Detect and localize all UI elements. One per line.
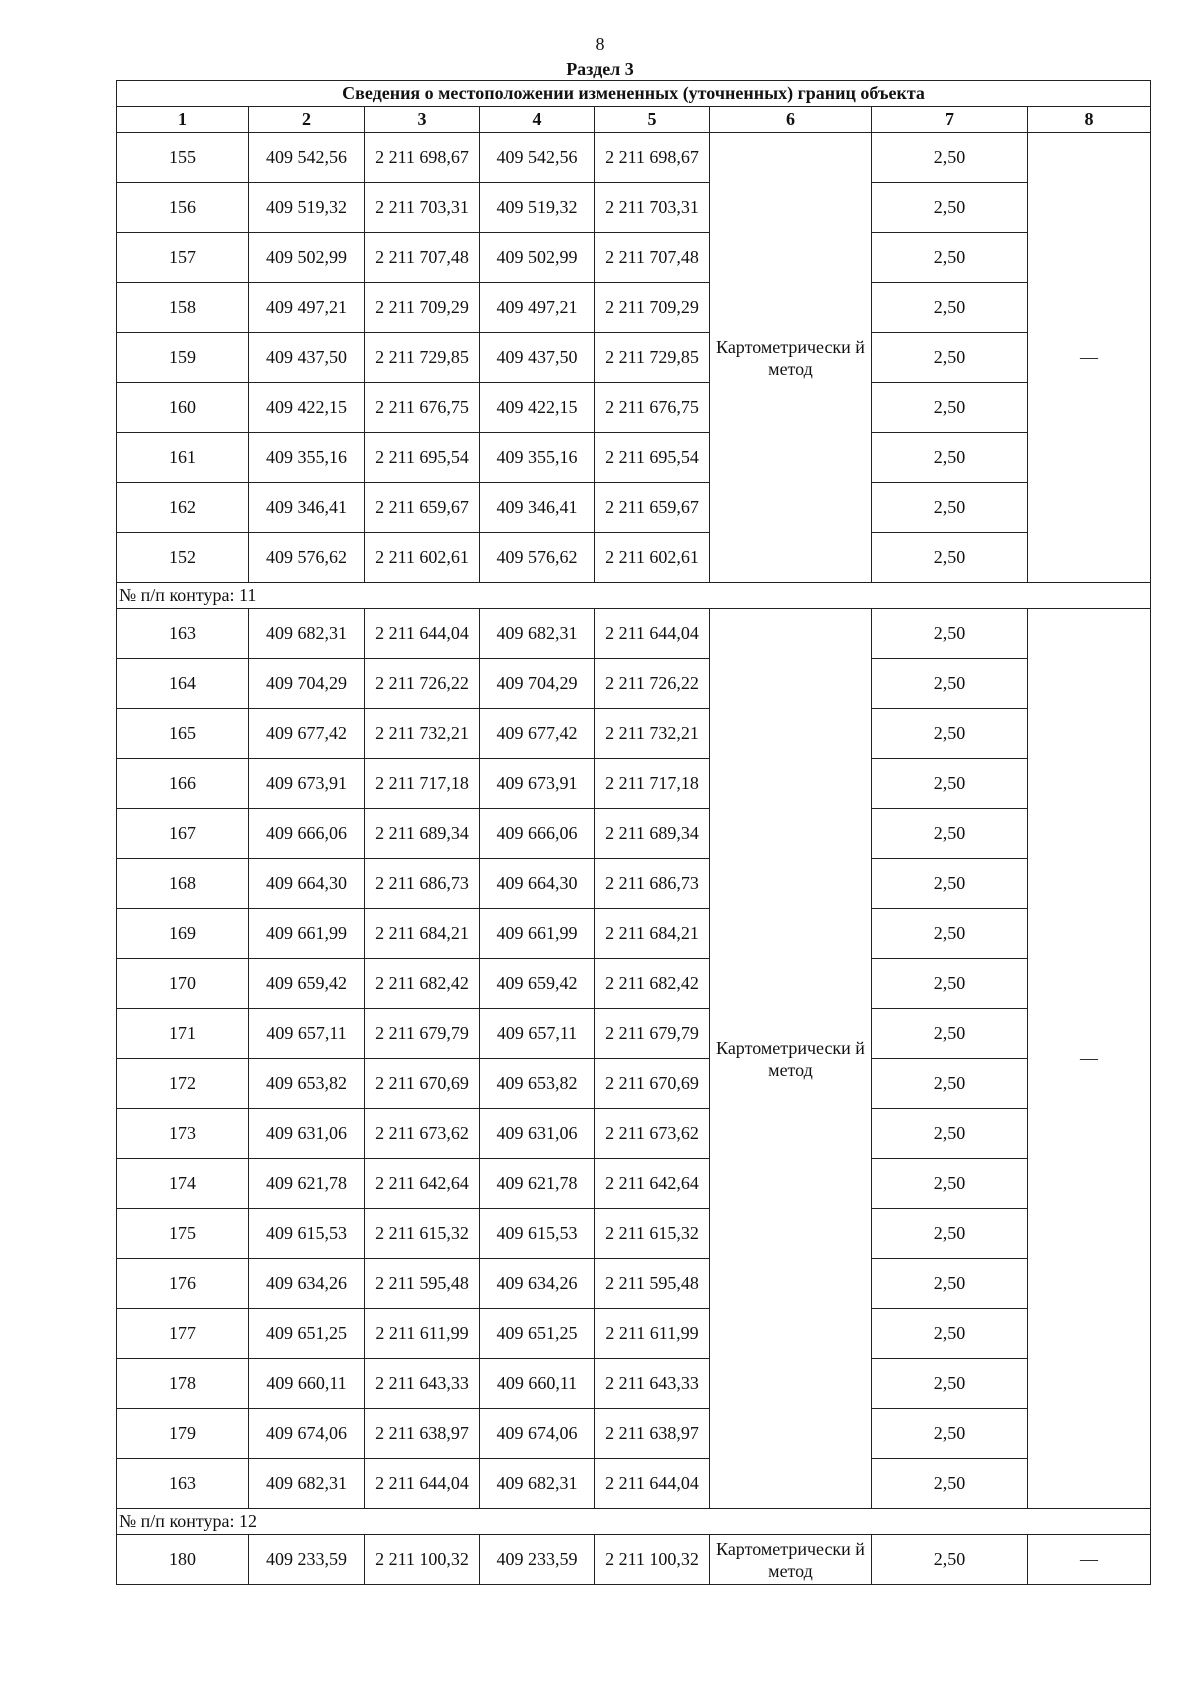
- coord-y-new-cell: 2 211 695,54: [595, 433, 710, 483]
- coord-y-old-cell: 2 211 732,21: [365, 709, 480, 759]
- accuracy-cell: 2,50: [872, 659, 1028, 709]
- table-row: [117, 1409, 1151, 1459]
- coord-x-old-cell: 409 682,31: [249, 609, 365, 659]
- point-number-cell: 165: [117, 709, 249, 759]
- point-number-cell: 161: [117, 433, 249, 483]
- coord-x-old-cell: 409 657,11: [249, 1009, 365, 1059]
- coord-x-new-cell: 409 704,29: [480, 659, 595, 709]
- table-row: [117, 183, 1151, 233]
- coord-y-old-cell: 2 211 638,97: [365, 1409, 480, 1459]
- point-number-cell: 180: [117, 1535, 249, 1585]
- table-row: [117, 233, 1151, 283]
- coord-y-new-cell: 2 211 638,97: [595, 1409, 710, 1459]
- coord-y-new-cell: 2 211 644,04: [595, 609, 710, 659]
- coord-x-old-cell: 409 422,15: [249, 383, 365, 433]
- table-row: [117, 483, 1151, 533]
- coord-y-new-cell: 2 211 682,42: [595, 959, 710, 1009]
- coord-x-new-cell: 409 497,21: [480, 283, 595, 333]
- coord-y-new-cell: 2 211 698,67: [595, 133, 710, 183]
- coord-y-new-cell: 2 211 684,21: [595, 909, 710, 959]
- accuracy-cell: 2,50: [872, 1109, 1028, 1159]
- accuracy-cell: 2,50: [872, 1059, 1028, 1109]
- coord-x-old-cell: 409 660,11: [249, 1359, 365, 1409]
- coord-x-old-cell: 409 502,99: [249, 233, 365, 283]
- table-row: [117, 283, 1151, 333]
- point-number-cell: 168: [117, 859, 249, 909]
- table-row: [117, 809, 1151, 859]
- accuracy-cell: 2,50: [872, 709, 1028, 759]
- coord-x-new-cell: 409 673,91: [480, 759, 595, 809]
- table-row: [117, 759, 1151, 809]
- contour-label: № п/п контура: 12: [117, 1509, 1151, 1535]
- coord-x-new-cell: 409 502,99: [480, 233, 595, 283]
- accuracy-cell: 2,50: [872, 1159, 1028, 1209]
- coord-x-old-cell: 409 621,78: [249, 1159, 365, 1209]
- coord-y-new-cell: 2 211 729,85: [595, 333, 710, 383]
- coord-y-old-cell: 2 211 644,04: [365, 1459, 480, 1509]
- column-number-row: [117, 107, 1151, 133]
- coord-x-new-cell: 409 615,53: [480, 1209, 595, 1259]
- coord-y-old-cell: 2 211 595,48: [365, 1259, 480, 1309]
- column-number: 7: [872, 107, 1028, 133]
- table-row: [117, 1359, 1151, 1409]
- coord-y-old-cell: 2 211 673,62: [365, 1109, 480, 1159]
- coord-x-old-cell: 409 651,25: [249, 1309, 365, 1359]
- point-number-cell: 166: [117, 759, 249, 809]
- coord-y-old-cell: 2 211 670,69: [365, 1059, 480, 1109]
- coord-y-old-cell: 2 211 644,04: [365, 609, 480, 659]
- coord-x-new-cell: 409 682,31: [480, 1459, 595, 1509]
- table-row: [117, 133, 1151, 183]
- table-row: [117, 1535, 1151, 1585]
- accuracy-cell: 2,50: [872, 1259, 1028, 1309]
- coord-x-new-cell: 409 542,56: [480, 133, 595, 183]
- coord-x-new-cell: 409 659,42: [480, 959, 595, 1009]
- point-number-cell: 156: [117, 183, 249, 233]
- accuracy-cell: 2,50: [872, 959, 1028, 1009]
- point-number-cell: 170: [117, 959, 249, 1009]
- table-caption: Сведения о местоположении измененных (уточненных) границ объекта: [117, 81, 1151, 107]
- coord-y-old-cell: 2 211 689,34: [365, 809, 480, 859]
- coord-y-new-cell: 2 211 732,21: [595, 709, 710, 759]
- contour-header-row: [117, 1509, 1151, 1535]
- accuracy-cell: 2,50: [872, 859, 1028, 909]
- table-row: [117, 909, 1151, 959]
- coord-y-new-cell: 2 211 707,48: [595, 233, 710, 283]
- coord-y-new-cell: 2 211 689,34: [595, 809, 710, 859]
- coord-x-old-cell: 409 355,16: [249, 433, 365, 483]
- table-row: [117, 1459, 1151, 1509]
- note-cell: —: [1028, 1535, 1151, 1585]
- coord-x-new-cell: 409 233,59: [480, 1535, 595, 1585]
- coord-x-new-cell: 409 653,82: [480, 1059, 595, 1109]
- point-number-cell: 152: [117, 533, 249, 583]
- point-number-cell: 173: [117, 1109, 249, 1159]
- coord-x-new-cell: 409 674,06: [480, 1409, 595, 1459]
- coord-x-new-cell: 409 634,26: [480, 1259, 595, 1309]
- coord-y-new-cell: 2 211 709,29: [595, 283, 710, 333]
- accuracy-cell: 2,50: [872, 1309, 1028, 1359]
- coord-x-old-cell: 409 437,50: [249, 333, 365, 383]
- coord-y-new-cell: 2 211 703,31: [595, 183, 710, 233]
- table-row: [117, 1109, 1151, 1159]
- table-row: [117, 859, 1151, 909]
- column-number: 8: [1028, 107, 1151, 133]
- point-number-cell: 158: [117, 283, 249, 333]
- coord-y-old-cell: 2 211 682,42: [365, 959, 480, 1009]
- accuracy-cell: 2,50: [872, 609, 1028, 659]
- coord-y-old-cell: 2 211 707,48: [365, 233, 480, 283]
- coord-y-new-cell: 2 211 659,67: [595, 483, 710, 533]
- coord-x-new-cell: 409 519,32: [480, 183, 595, 233]
- point-number-cell: 169: [117, 909, 249, 959]
- coord-x-new-cell: 409 651,25: [480, 1309, 595, 1359]
- coord-y-old-cell: 2 211 717,18: [365, 759, 480, 809]
- accuracy-cell: 2,50: [872, 133, 1028, 183]
- accuracy-cell: 2,50: [872, 383, 1028, 433]
- coord-y-new-cell: 2 211 615,32: [595, 1209, 710, 1259]
- coord-x-old-cell: 409 666,06: [249, 809, 365, 859]
- coord-x-old-cell: 409 634,26: [249, 1259, 365, 1309]
- point-number-cell: 157: [117, 233, 249, 283]
- table-row: [117, 383, 1151, 433]
- accuracy-cell: 2,50: [872, 483, 1028, 533]
- coord-x-new-cell: 409 355,16: [480, 433, 595, 483]
- coord-x-new-cell: 409 664,30: [480, 859, 595, 909]
- coord-y-old-cell: 2 211 729,85: [365, 333, 480, 383]
- table-row: [117, 533, 1151, 583]
- coord-x-old-cell: 409 661,99: [249, 909, 365, 959]
- accuracy-cell: 2,50: [872, 1409, 1028, 1459]
- coord-x-new-cell: 409 576,62: [480, 533, 595, 583]
- coord-x-new-cell: 409 660,11: [480, 1359, 595, 1409]
- column-number: 2: [249, 107, 365, 133]
- coord-y-old-cell: 2 211 676,75: [365, 383, 480, 433]
- column-number: 4: [480, 107, 595, 133]
- coord-x-old-cell: 409 677,42: [249, 709, 365, 759]
- accuracy-cell: 2,50: [872, 283, 1028, 333]
- coord-y-new-cell: 2 211 602,61: [595, 533, 710, 583]
- accuracy-cell: 2,50: [872, 333, 1028, 383]
- accuracy-cell: 2,50: [872, 909, 1028, 959]
- table-row: [117, 1259, 1151, 1309]
- coord-x-new-cell: 409 631,06: [480, 1109, 595, 1159]
- column-number: 3: [365, 107, 480, 133]
- point-number-cell: 172: [117, 1059, 249, 1109]
- table-row: [117, 1309, 1151, 1359]
- coord-y-old-cell: 2 211 709,29: [365, 283, 480, 333]
- contour-label: № п/п контура: 11: [117, 583, 1151, 609]
- accuracy-cell: 2,50: [872, 759, 1028, 809]
- accuracy-cell: 2,50: [872, 183, 1028, 233]
- table-row: [117, 609, 1151, 659]
- table-row: [117, 1059, 1151, 1109]
- table-row: [117, 1009, 1151, 1059]
- coord-x-old-cell: 409 682,31: [249, 1459, 365, 1509]
- point-number-cell: 178: [117, 1359, 249, 1409]
- point-number-cell: 162: [117, 483, 249, 533]
- point-number-cell: 163: [117, 609, 249, 659]
- coord-y-old-cell: 2 211 679,79: [365, 1009, 480, 1059]
- table-row: [117, 1159, 1151, 1209]
- table-body: [117, 81, 1151, 1585]
- point-number-cell: 163: [117, 1459, 249, 1509]
- accuracy-cell: 2,50: [872, 1359, 1028, 1409]
- column-number: 1: [117, 107, 249, 133]
- contour-header-row: [117, 583, 1151, 609]
- coord-y-new-cell: 2 211 673,62: [595, 1109, 710, 1159]
- coord-y-old-cell: 2 211 684,21: [365, 909, 480, 959]
- coord-y-old-cell: 2 211 643,33: [365, 1359, 480, 1409]
- coord-y-old-cell: 2 211 698,67: [365, 133, 480, 183]
- column-number: 6: [710, 107, 872, 133]
- method-cell: Картометрически й метод: [710, 609, 872, 1509]
- table-caption-row: [117, 81, 1151, 107]
- coord-y-new-cell: 2 211 717,18: [595, 759, 710, 809]
- coord-y-new-cell: 2 211 676,75: [595, 383, 710, 433]
- coord-x-old-cell: 409 233,59: [249, 1535, 365, 1585]
- coord-x-old-cell: 409 542,56: [249, 133, 365, 183]
- note-cell: —: [1028, 609, 1151, 1509]
- coord-y-new-cell: 2 211 679,79: [595, 1009, 710, 1059]
- coord-x-new-cell: 409 666,06: [480, 809, 595, 859]
- accuracy-cell: 2,50: [872, 809, 1028, 859]
- accuracy-cell: 2,50: [872, 1009, 1028, 1059]
- point-number-cell: 179: [117, 1409, 249, 1459]
- point-number-cell: 174: [117, 1159, 249, 1209]
- coord-y-old-cell: 2 211 615,32: [365, 1209, 480, 1259]
- point-number-cell: 164: [117, 659, 249, 709]
- coord-x-new-cell: 409 661,99: [480, 909, 595, 959]
- method-cell: Картометрически й метод: [710, 1535, 872, 1585]
- coord-y-new-cell: 2 211 686,73: [595, 859, 710, 909]
- point-number-cell: 159: [117, 333, 249, 383]
- coord-y-new-cell: 2 211 595,48: [595, 1259, 710, 1309]
- coord-y-new-cell: 2 211 726,22: [595, 659, 710, 709]
- coord-x-old-cell: 409 519,32: [249, 183, 365, 233]
- coord-y-old-cell: 2 211 611,99: [365, 1309, 480, 1359]
- coord-y-new-cell: 2 211 642,64: [595, 1159, 710, 1209]
- coord-x-old-cell: 409 664,30: [249, 859, 365, 909]
- coord-y-old-cell: 2 211 100,32: [365, 1535, 480, 1585]
- note-cell: —: [1028, 133, 1151, 583]
- coord-x-new-cell: 409 682,31: [480, 609, 595, 659]
- accuracy-cell: 2,50: [872, 1459, 1028, 1509]
- coord-y-old-cell: 2 211 726,22: [365, 659, 480, 709]
- coord-x-old-cell: 409 497,21: [249, 283, 365, 333]
- table-row: [117, 709, 1151, 759]
- coord-x-new-cell: 409 677,42: [480, 709, 595, 759]
- coord-x-old-cell: 409 673,91: [249, 759, 365, 809]
- table-row: [117, 659, 1151, 709]
- coord-x-old-cell: 409 631,06: [249, 1109, 365, 1159]
- coord-x-old-cell: 409 653,82: [249, 1059, 365, 1109]
- coord-y-old-cell: 2 211 695,54: [365, 433, 480, 483]
- point-number-cell: 175: [117, 1209, 249, 1259]
- coord-x-old-cell: 409 576,62: [249, 533, 365, 583]
- coord-y-old-cell: 2 211 659,67: [365, 483, 480, 533]
- method-cell: Картометрически й метод: [710, 133, 872, 583]
- coord-x-new-cell: 409 422,15: [480, 383, 595, 433]
- coord-y-new-cell: 2 211 100,32: [595, 1535, 710, 1585]
- table-row: [117, 433, 1151, 483]
- point-number-cell: 177: [117, 1309, 249, 1359]
- point-number-cell: 160: [117, 383, 249, 433]
- coord-x-new-cell: 409 657,11: [480, 1009, 595, 1059]
- table-row: [117, 333, 1151, 383]
- coord-y-new-cell: 2 211 611,99: [595, 1309, 710, 1359]
- coord-y-new-cell: 2 211 643,33: [595, 1359, 710, 1409]
- coord-x-old-cell: 409 674,06: [249, 1409, 365, 1459]
- point-number-cell: 176: [117, 1259, 249, 1309]
- section-title: Раздел 3: [566, 59, 634, 79]
- coord-x-new-cell: 409 621,78: [480, 1159, 595, 1209]
- accuracy-cell: 2,50: [872, 233, 1028, 283]
- coord-x-old-cell: 409 704,29: [249, 659, 365, 709]
- coord-y-old-cell: 2 211 703,31: [365, 183, 480, 233]
- coord-y-old-cell: 2 211 686,73: [365, 859, 480, 909]
- coord-x-old-cell: 409 615,53: [249, 1209, 365, 1259]
- coord-x-old-cell: 409 346,41: [249, 483, 365, 533]
- column-number: 5: [595, 107, 710, 133]
- boundary-coordinates-table: [116, 80, 1151, 1585]
- table-row: [117, 1209, 1151, 1259]
- point-number-cell: 155: [117, 133, 249, 183]
- point-number-cell: 171: [117, 1009, 249, 1059]
- coord-y-old-cell: 2 211 642,64: [365, 1159, 480, 1209]
- accuracy-cell: 2,50: [872, 1209, 1028, 1259]
- coord-x-new-cell: 409 346,41: [480, 483, 595, 533]
- accuracy-cell: 2,50: [872, 1535, 1028, 1585]
- coord-x-new-cell: 409 437,50: [480, 333, 595, 383]
- coord-y-new-cell: 2 211 670,69: [595, 1059, 710, 1109]
- page-number: 8: [595, 34, 605, 54]
- coord-y-new-cell: 2 211 644,04: [595, 1459, 710, 1509]
- coord-x-old-cell: 409 659,42: [249, 959, 365, 1009]
- accuracy-cell: 2,50: [872, 433, 1028, 483]
- accuracy-cell: 2,50: [872, 533, 1028, 583]
- table-row: [117, 959, 1151, 1009]
- coord-y-old-cell: 2 211 602,61: [365, 533, 480, 583]
- point-number-cell: 167: [117, 809, 249, 859]
